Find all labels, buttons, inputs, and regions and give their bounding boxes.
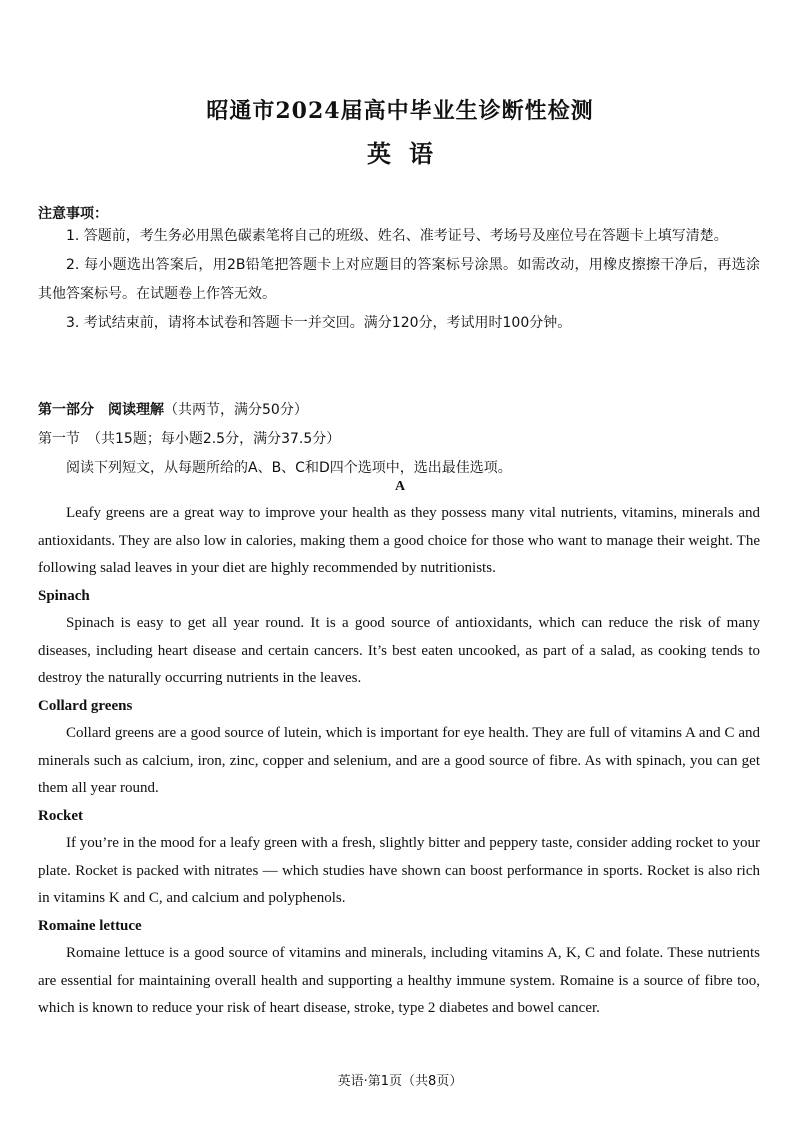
notice-heading: 注意事项：: [38, 206, 108, 222]
section-heading-rocket: Rocket: [38, 807, 83, 824]
notice-item-3: 3. 考试结束前，请将本试卷和答题卡一并交回。满分120分，考试用时100分钟。: [66, 315, 572, 331]
part-title-line: [38, 396, 760, 425]
notice-item-1: 1. 答题前，考生务必用黑色碳素笔将自己的班级、姓名、准考证号、考场号及座位号在答题卡上填写清楚。: [66, 228, 728, 244]
section-title: 第一节 （共15题；每小题2.5分，满分37.5分）: [38, 431, 341, 447]
page-footer: 英语·第1页（共8页）: [337, 1074, 463, 1089]
section-text-collard-greens: Collard greens are a good source of lutein, which is important for eye health. They are full of vitamins A and C and minerals such as calcium, iron, zinc, copper and selenium, and are a good source of fibre. As with spinach, you can get them all year round.: [38, 725, 760, 796]
section-heading-spinach: Spinach: [38, 587, 90, 604]
section-text-spinach: Spinach is easy to get all year round. It is a good source of antioxidants, which can reduce the risk of many diseases, including heart disease and certain cancers. It’s best eaten uncooked, as part of a salad, as cooking tends to destroy the naturally occurring nutrients in the leaves.: [38, 615, 760, 686]
part-title-note: （共两节，满分50分）: [164, 402, 308, 418]
section-text-rocket: If you’re in the mood for a leafy green with a fresh, slightly bitter and peppery taste, consider adding rocket to your plate. Rocket is packed with nitrates — which studies have shown can boost performance in sports. Rocket is also rich in vitamins K and C, and calcium and polyphenols.: [38, 835, 760, 906]
notice-item-2: 2. 每小题选出答案后，用2B铅笔把答题卡上对应题目的答案标号涂黑。如需改动，用橡皮擦擦干净后，再选涂其他答案标号。在试题卷上作答无效。: [38, 257, 760, 302]
section-text-romaine-lettuce: Romaine lettuce is a good source of vitamins and minerals, including vitamins A, K, C and folate. These nutrients are essential for maintaining overall health and supporting a healthy immune system. Romaine is a source of fibre too, which is known to reduce your risk of heart disease, stroke, type 2 diabetes and bowel cancer.: [38, 945, 760, 1016]
part-one-header: [38, 396, 760, 483]
instruction: 阅读下列短文，从每题所给的A、B、C和D四个选项中，选出最佳选项。: [66, 460, 512, 476]
passage-intro: Leafy greens are a great way to improve your health as they possess many vital nutrients, vitamins, minerals and antioxidants. They are also low in calories, making them a good choice for those who want to manage their weight. The following salad leaves in your diet are highly recommended by nutritionists.: [38, 505, 760, 576]
section-heading-romaine-lettuce: Romaine lettuce: [38, 917, 142, 934]
passage-letter: A: [394, 479, 406, 494]
notice-list: [38, 222, 760, 338]
passage-a: [38, 500, 760, 1023]
exam-title: 昭通市2024届高中毕业生诊断性检测: [206, 98, 594, 124]
part-title: 第一部分 阅读理解: [38, 402, 164, 418]
subject-title: 英语: [367, 139, 451, 168]
section-heading-collard-greens: Collard greens: [38, 697, 133, 714]
